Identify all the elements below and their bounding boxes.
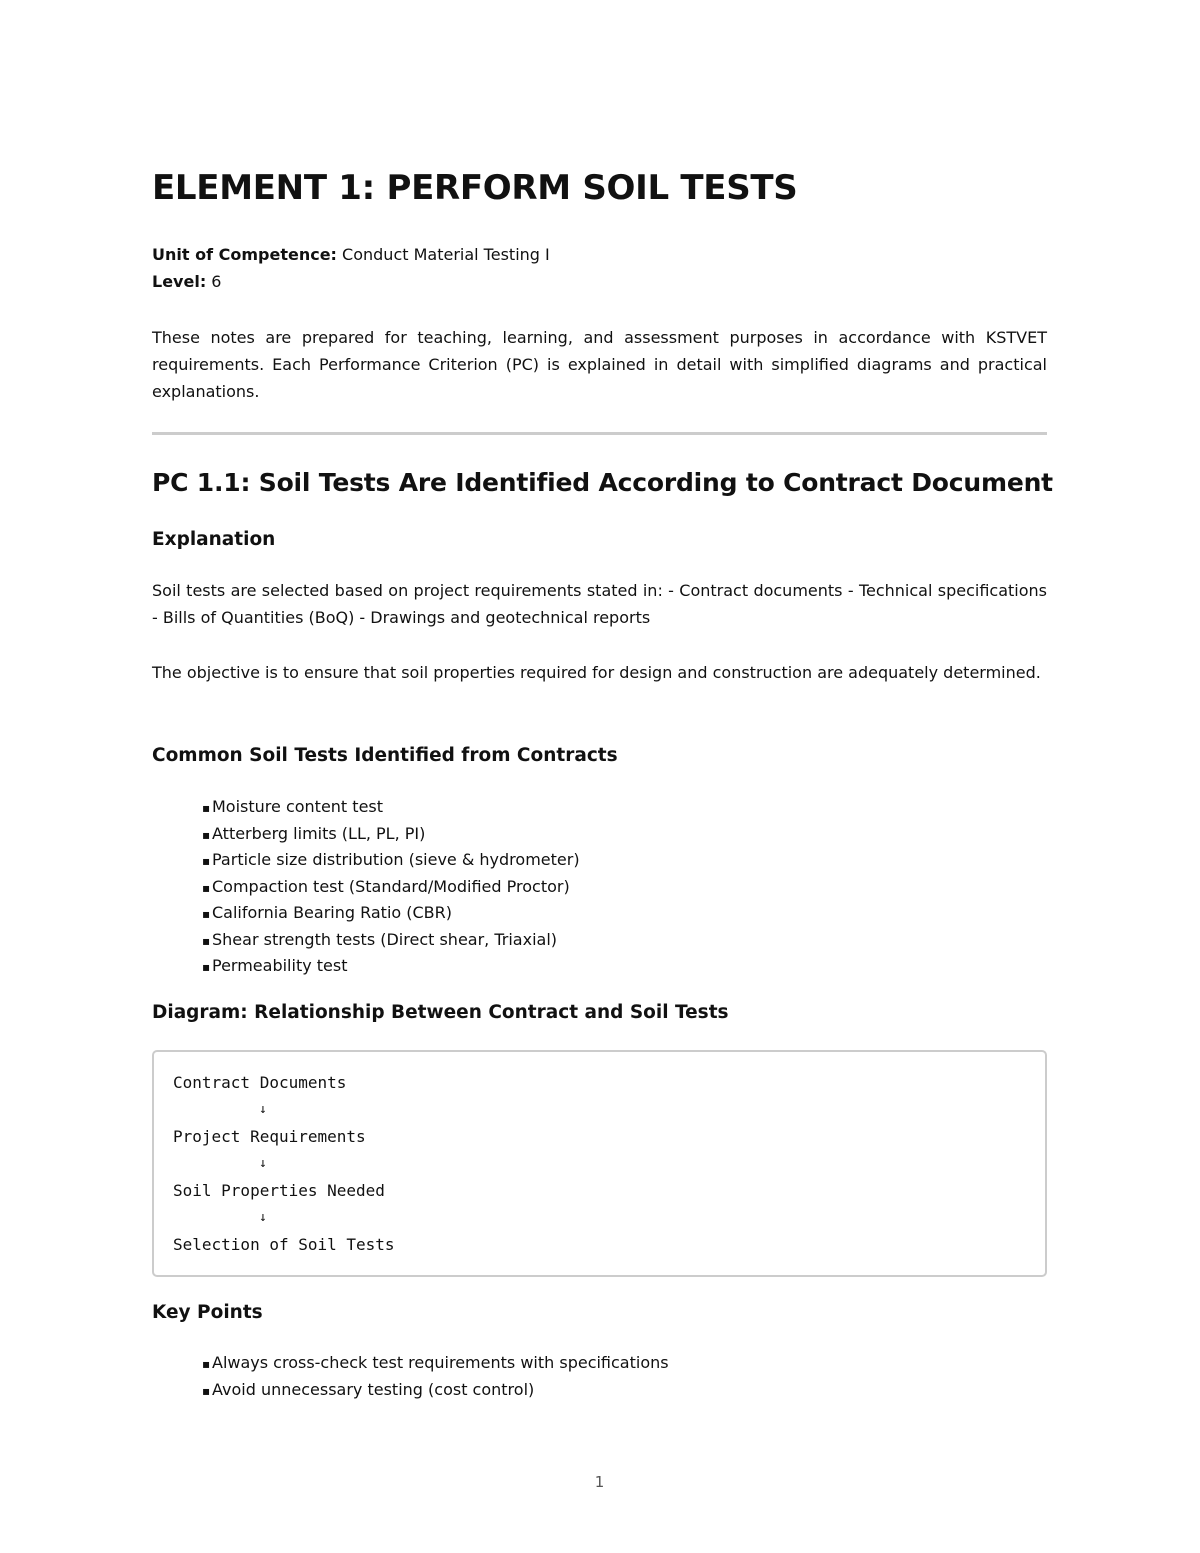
common-tests-list [202,794,580,980]
bullet-icon: ▪ [202,801,211,815]
list-item: ▪ Shear strength tests (Direct shear, Triaxial) [202,927,580,954]
diagram-code-block [152,1050,1047,1277]
document-title: ELEMENT 1: PERFORM SOIL TESTS [152,168,798,208]
diagram-heading: Diagram: Relationship Between Contract and Soil Tests [152,1002,729,1023]
key-points-heading: Key Points [152,1302,263,1323]
explanation-paragraph-1: Soil tests are selected based on project requirements stated in: - Contract documents - Technical specifications - Bills of Quantities (BoQ) - Drawings and geotechnical reports [152,581,1047,627]
diagram-step-soil-properties: Soil Properties Needed [173,1181,385,1200]
key-points-list [202,1350,669,1403]
bullet-icon: ▪ [202,1357,211,1371]
down-arrow-icon: ↓ [259,1210,267,1225]
list-item: ▪ Moisture content test [202,794,580,821]
bullet-icon: ▪ [202,880,211,895]
bullet-icon: ▪ [202,854,211,868]
explanation-heading: Explanation [152,529,276,550]
section-divider [152,432,1047,435]
list-item: ▪ Compaction test (Standard/Modified Proctor) [202,874,580,901]
down-arrow-icon: ↓ [259,1156,267,1171]
document-page [152,0,1053,1553]
list-item: ▪ Particle size distribution (sieve & hydrometer) [202,847,580,874]
diagram-step-contract-documents: Contract Documents [173,1073,347,1092]
level-label: Level: [152,272,207,291]
list-item: ▪ Always cross-check test requirements with specifications [202,1350,669,1377]
explanation-paragraph-2: The objective is to ensure that soil properties required for design and construction are adequately determined. [152,663,1041,682]
unit-of-competence-label: Unit of Competence: [152,245,337,264]
page-number: 1 [594,1473,605,1491]
pc-heading: PC 1.1: Soil Tests Are Identified According to Contract Document [152,468,1053,497]
list-item: ▪ California Bearing Ratio (CBR) [202,900,580,927]
diagram-step-project-requirements: Project Requirements [173,1127,366,1146]
list-item: ▪ Avoid unnecessary testing (cost control) [202,1377,669,1404]
intro-paragraph: These notes are prepared for teaching, learning, and assessment purposes in accordance with KSTVET requirements. Each Performance Criterion (PC) is explained in detail with simplified diagrams and practical explanations. [152,328,1047,401]
level-value: 6 [206,272,222,291]
list-item: ▪ Atterberg limits (LL, PL, PI) [202,821,580,848]
level-line [152,271,221,293]
unit-of-competence-line [152,244,550,266]
bullet-icon: ▪ [202,960,211,974]
down-arrow-icon: ↓ [259,1102,267,1117]
diagram-step-selection-of-tests: Selection of Soil Tests [173,1235,395,1254]
bullet-icon: ▪ [202,1383,211,1398]
bullet-icon: ▪ [202,907,211,921]
bullet-icon: ▪ [202,933,211,948]
bullet-icon: ▪ [202,827,211,842]
unit-of-competence-value: Conduct Material Testing I [336,245,550,264]
common-tests-heading: Common Soil Tests Identified from Contracts [152,745,618,766]
list-item: ▪ Permeability test [202,953,580,980]
